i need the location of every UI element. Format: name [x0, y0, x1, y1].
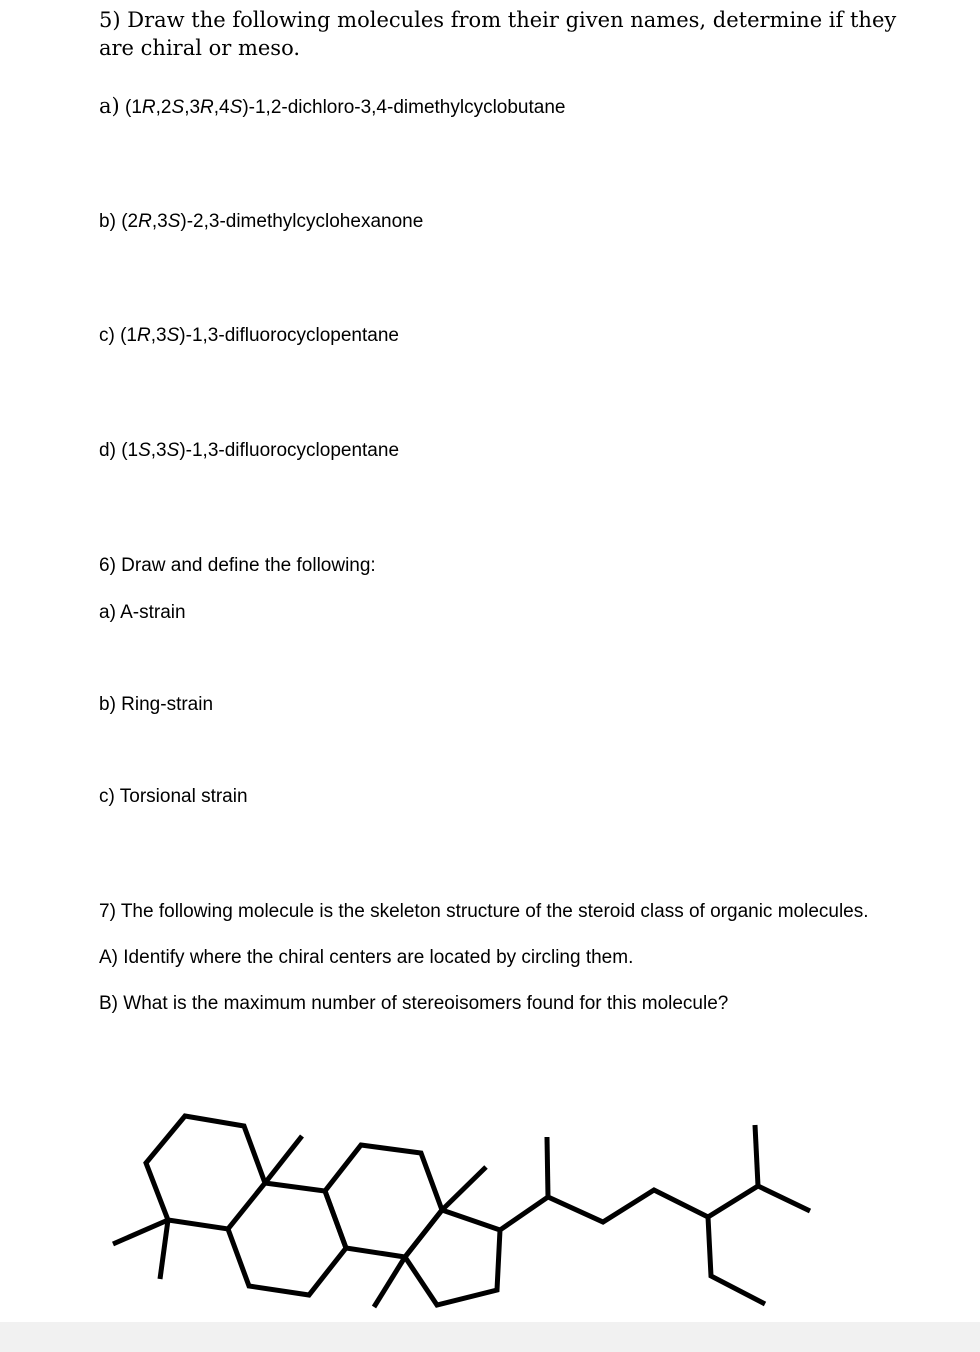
question-5d-name: (1S,3S)-1,3-difluorocyclopentane	[121, 440, 400, 461]
question-5c-label: c)	[99, 325, 115, 346]
ring-a	[146, 1116, 265, 1229]
substituent-c14	[374, 1257, 405, 1307]
side-chain-methyl-1	[547, 1137, 548, 1197]
question-5a-label: a)	[99, 94, 120, 118]
substituent-c4-left	[113, 1220, 168, 1244]
side-chain-branch	[708, 1217, 765, 1304]
question-6b: b) Ring-strain	[99, 694, 214, 715]
ring-d	[405, 1210, 500, 1305]
page-bottom-shadow	[0, 1322, 980, 1352]
question-6a: a) A-strain	[99, 602, 186, 623]
methyl-c13	[442, 1167, 486, 1210]
substituent-c4-down	[160, 1220, 168, 1279]
question-5d-label: d)	[99, 440, 116, 461]
question-7a: A) Identify where the chiral centers are located by circling them.	[99, 947, 634, 968]
question-5-heading: 5) Draw the following molecules from their given names, determine if they are chiral or meso.	[99, 8, 897, 60]
question-5b-label: b)	[99, 211, 116, 232]
side-chain-methyl-2	[755, 1125, 758, 1186]
question-7b: B) What is the maximum number of stereoisomers found for this molecule?	[99, 993, 729, 1014]
methyl-c10	[265, 1136, 302, 1183]
question-5a-name: (1R,2S,3R,4S)-1,2-dichloro-3,4-dimethylcyclobutane	[125, 97, 566, 118]
question-7-heading: 7) The following molecule is the skeleton structure of the steroid class of organic molecules.	[99, 901, 869, 922]
question-6-heading: 6) Draw and define the following:	[99, 555, 376, 576]
question-5b-name: (2R,3S)-2,3-dimethylcyclohexanone	[121, 211, 424, 232]
question-6c: c) Torsional strain	[99, 786, 248, 807]
question-5c-name: (1R,3S)-1,3-difluorocyclopentane	[120, 325, 399, 346]
ring-c	[325, 1145, 442, 1257]
